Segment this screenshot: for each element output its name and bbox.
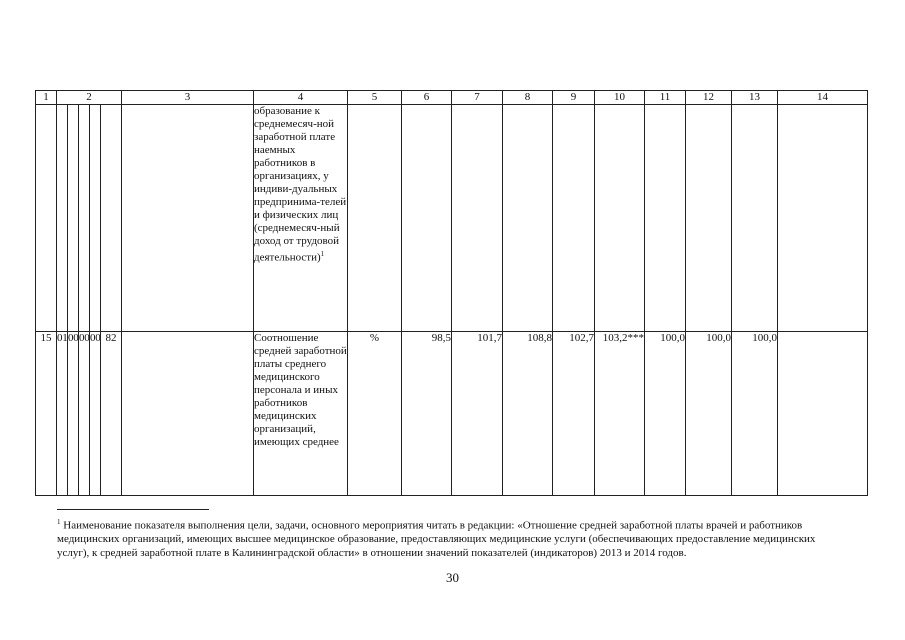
header-col-6: 6 [402,91,452,105]
header-col-2: 2 [57,91,122,105]
header-col-1: 1 [36,91,57,105]
table-row [36,332,868,496]
table-row [36,105,868,332]
footnote-text: Наименование показателя выполнения цели, задачи, основного мероприятия читать в редакции: «Отношение средней заработной платы врачей и работников медицинских организаций, имеющих высшее медицинское образование, предоставляющих медицинские услуги (обеспечивающих предоставление медицинских услуг), к средней заработной плате в Калининградской области» в отношении значений показателей (индикаторов) 2013 и 2014 годов. [57,519,816,559]
indicator-name: Соотношение средней заработной платы среднего медицинского персонала и иных работников медицинских организаций, имеющих среднее [254,332,348,496]
value-cell: 100,0 [732,332,778,496]
header-col-5: 5 [348,91,402,105]
header-col-11: 11 [645,91,686,105]
header-col-4: 4 [254,91,348,105]
header-col-9: 9 [553,91,595,105]
header-col-3: 3 [122,91,254,105]
value-cell: 103,2*** [595,332,645,496]
indicators-table [35,90,868,496]
value-cell: 98,5 [402,332,452,496]
footnote [57,516,847,560]
header-col-12: 12 [686,91,732,105]
code-cell: 00 [79,332,90,496]
header-row [36,91,868,105]
indicator-name: образование к среднемесяч-ной заработной плате наемных работников в организациях, у индиви-дуальных предпринима-телей и физических лиц (среднемесяч-ный доход от трудовой деятельности) [254,105,347,264]
value-cell: 102,7 [553,332,595,496]
indicator-name-cell [254,105,348,332]
value-cell: 100,0 [686,332,732,496]
header-col-13: 13 [732,91,778,105]
page-number: 30 [446,570,459,585]
footnote-ref: 1 [320,250,325,258]
header-col-10: 10 [595,91,645,105]
code-cell: 01 [57,332,68,496]
code-cell: 00 [68,332,79,496]
value-cell: 108,8 [503,332,553,496]
header-col-14: 14 [778,91,868,105]
row-number: 15 [36,332,57,496]
footnote-marker: 1 [57,518,61,526]
code-cell: 82 [101,332,122,496]
unit-cell: % [348,332,402,496]
value-cell: 101,7 [452,332,503,496]
header-col-8: 8 [503,91,553,105]
header-col-7: 7 [452,91,503,105]
code-cell: 00 [90,332,101,496]
footnote-divider [57,509,209,510]
value-cell: 100,0 [645,332,686,496]
